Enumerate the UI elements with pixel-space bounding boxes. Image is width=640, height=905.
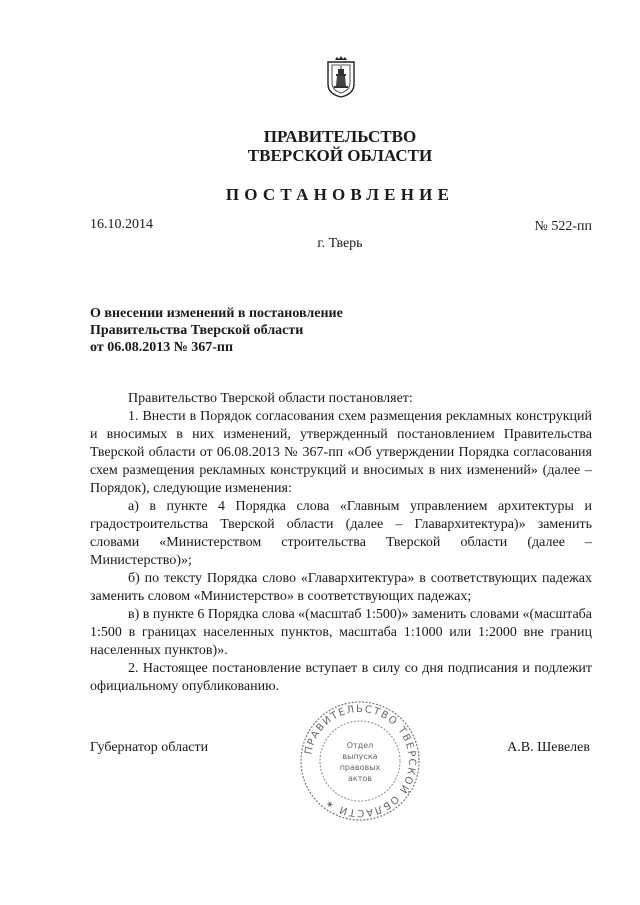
coat-of-arms-icon <box>326 56 356 98</box>
svg-text:Отдел: Отдел <box>346 741 374 750</box>
body-item-a: а) в пункте 4 Порядка слова «Главным управлением архитектуры и градостроительства Тверской области (далее – Главархитектура)» заменить словами «Министерством строительства Тверской области (далее – Министерство)»; <box>90 499 592 568</box>
subject-line: О внесении изменений в постановление <box>90 306 343 321</box>
svg-text:актов: актов <box>347 774 373 783</box>
body-paragraph-2: 2. Настоящее постановление вступает в силу со дня подписания и подлежит официальному опубликованию. <box>90 661 592 694</box>
signatory-name: А.В. Шевелев <box>507 740 590 755</box>
svg-text:правовых: правовых <box>339 763 381 772</box>
svg-text:выпуска: выпуска <box>342 752 378 761</box>
document-type: ПОСТАНОВЛЕНИЕ <box>225 185 455 204</box>
svg-text:ПРАВИТЕЛЬСТВО ТВЕРСКОЙ ОБЛАСТИ: ПРАВИТЕЛЬСТВО ТВЕРСКОЙ ОБЛАСТИ ✶ <box>303 703 418 819</box>
signatory-title: Губернатор области <box>90 740 209 755</box>
body-item-b: б) по тексту Порядка слово «Главархитектура» в соответствующих падежах заменить словом «Министерство» в соответствующих падежах; <box>90 571 592 604</box>
subject-line: Правительства Тверской области <box>90 323 304 338</box>
document-date: 16.10.2014 <box>90 217 153 232</box>
government-name-line2: ТВЕРСКОЙ ОБЛАСТИ <box>247 146 433 165</box>
document-body <box>90 390 592 696</box>
document-number: № 522-пп <box>534 219 592 234</box>
government-name-line1: ПРАВИТЕЛЬСТВО <box>263 127 417 146</box>
document-city: г. Тверь <box>317 236 363 251</box>
subject-line: от 06.08.2013 № 367-пп <box>90 340 234 355</box>
body-intro: Правительство Тверской области постановляет: <box>128 391 413 406</box>
document-subject <box>90 305 343 356</box>
official-stamp <box>299 700 421 822</box>
body-paragraph-1: 1. Внести в Порядок согласования схем размещения рекламных конструкций и вносимых в них изменений, утвержденный постановлением Правительства Тверской области от 06.08.2013 № 367-пп «Об утверждении Порядка согласования схем размещения рекламных конструкций и вносимых в них изменений» (далее – Порядок), следующие изменения: <box>90 409 592 496</box>
body-item-c: в) в пункте 6 Порядка слова «(масштаб 1:500)» заменить словами «(масштаба 1:500 в границах населенных пунктов, масштаба 1:1000 или 1:2000 вне границ населенных пунктов)». <box>90 607 592 658</box>
